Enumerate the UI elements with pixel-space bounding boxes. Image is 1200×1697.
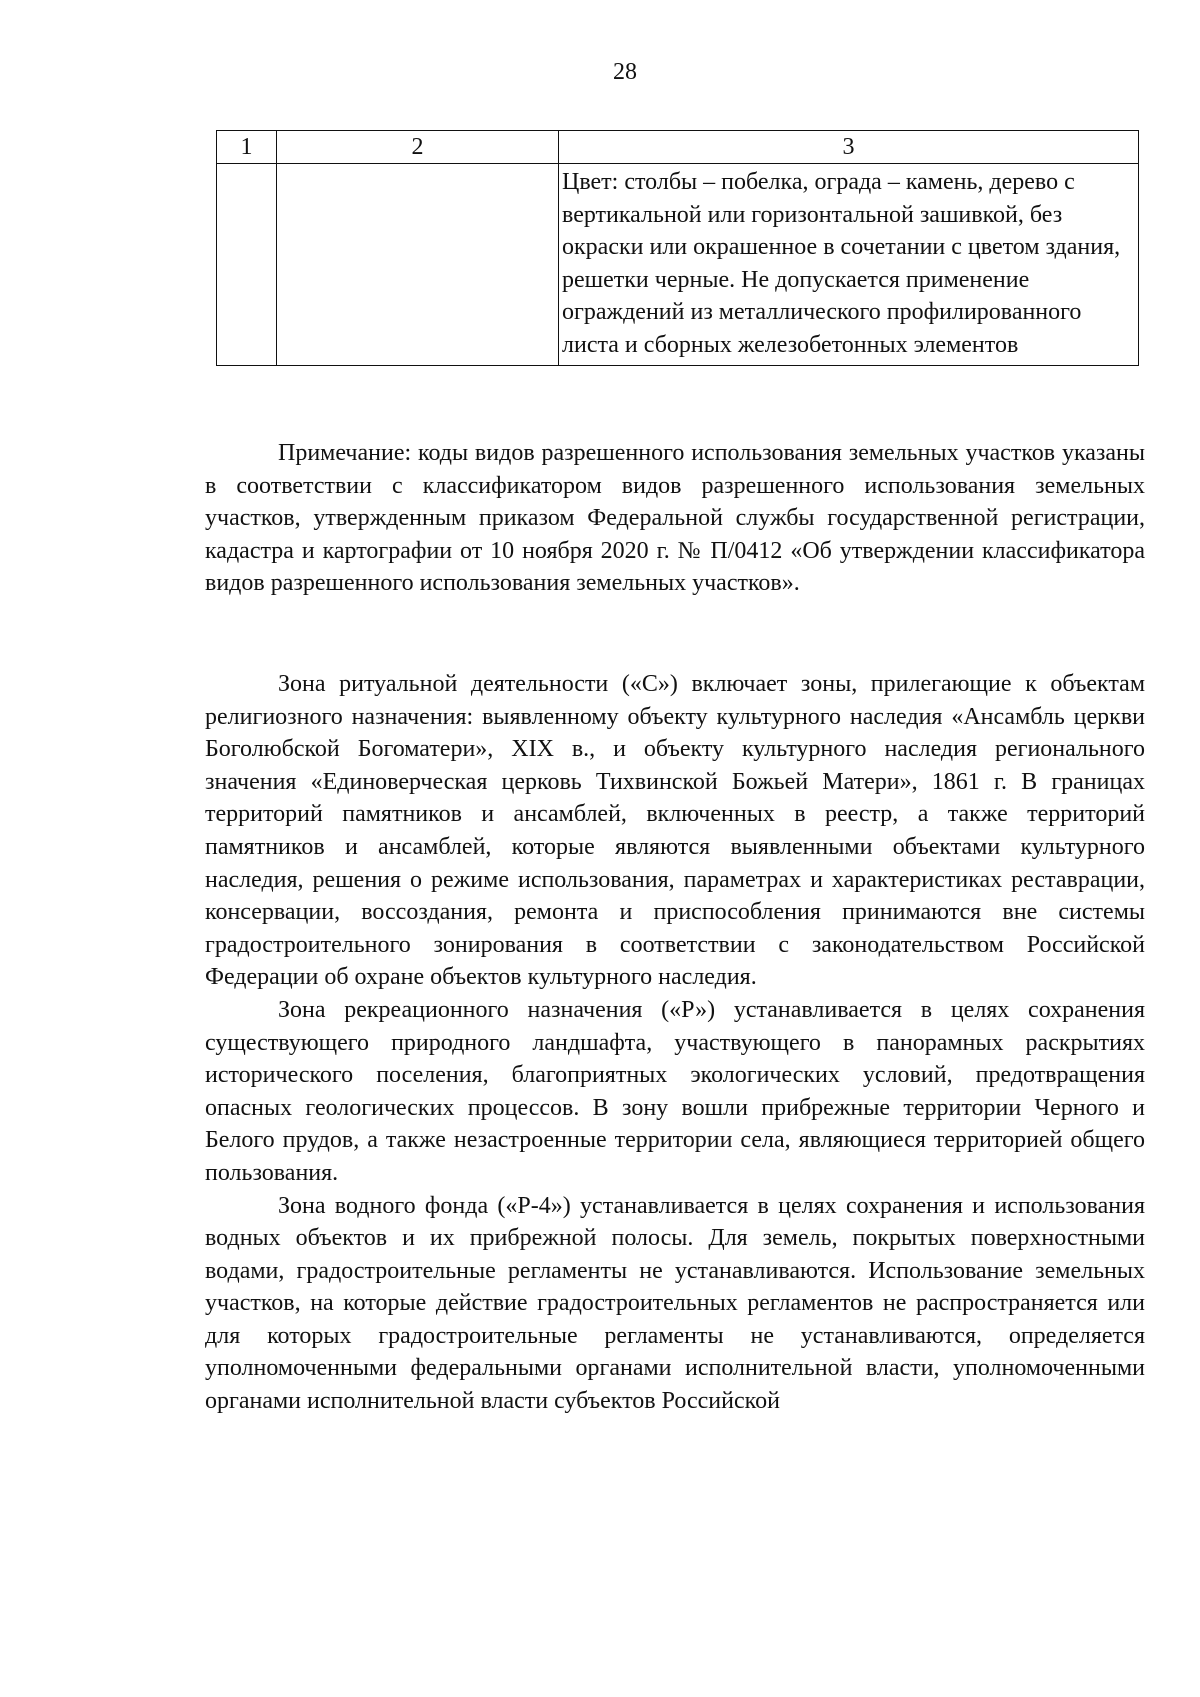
table-header-cell-2: 2	[277, 131, 559, 164]
table-cell-col1	[217, 164, 277, 366]
paragraph-ritual-zone: Зона ритуальной деятельности («С») включает зоны, прилегающие к объектам религиозного назначения: выявленному объекту культурного наследия «Ансамбль церкви Боголюбской Богоматери», XIX в., и объекту культурного наследия регионального значения «Единоверческая церковь Тихвинской Божьей Матери», 1861 г. В границах территорий памятников и ансамблей, включенных в реестр, а также территорий памятников и ансамблей, которые являются выявленными объектами культурного наследия, решения о режиме использования, параметрах и характеристиках реставрации, консервации, воссоздания, ремонта и приспособления принимаются вне системы градостроительного зонирования в соответствии с законодательством Российской Федерации об охране объектов культурного наследия.	[205, 671, 1145, 991]
continuation-table	[216, 130, 1139, 366]
table-header-cell-1: 1	[217, 131, 277, 164]
zones-description	[205, 668, 1145, 1418]
continuation-table-wrapper	[216, 130, 1138, 366]
paragraph-recreation-zone: Зона рекреационного назначения («Р») устанавливается в целях сохранения существующего природного ландшафта, участвующего в панорамных раскрытиях исторического поселения, благоприятных экологических условий, предотвращения опасных геологических процессов. В зону вошли прибрежные территории Черного и Белого прудов, а также незастроенные территории села, являющиеся территорией общего пользования.	[205, 996, 1145, 1186]
paragraph-water-fund-zone: Зона водного фонда («Р-4») устанавливается в целях сохранения и использования водных объектов и их прибрежной полосы. Для земель, покрытых поверхностными водами, градостроительные регламенты не устанавливаются. Использование земельных участков, на которые действие градостроительных регламентов не распространяется или для которых градостроительные регламенты не устанавливаются, определяется уполномоченными федеральными органами исполнительной власти, уполномоченными органами исполнительной власти субъектов Российской	[205, 1192, 1145, 1415]
table-row	[217, 164, 1139, 366]
table-header-cell-3: 3	[559, 131, 1139, 164]
table-header-row	[217, 131, 1139, 164]
table-cell-col2	[277, 164, 559, 366]
page-number: 28	[613, 59, 637, 85]
note-paragraph: Примечание: коды видов разрешенного использования земельных участков указаны в соответствии с классификатором видов разрешенного использования земельных участков, утвержденным приказом Федеральной службы государственной регистрации, кадастра и картографии от 10 ноября 2020 г. № П/0412 «Об утверждении классификатора видов разрешенного использования земельных участков».	[205, 440, 1145, 597]
table-cell-col3: Цвет: столбы – побелка, ограда – камень, дерево с вертикальной или горизонтальной зашивкой, без окраски или окрашенное в сочетании с цветом здания, решетки черные. Не допускается применение ограждений из металлического профилированного листа и сборных железобетонных элементов	[559, 164, 1139, 366]
note-block	[205, 437, 1145, 600]
